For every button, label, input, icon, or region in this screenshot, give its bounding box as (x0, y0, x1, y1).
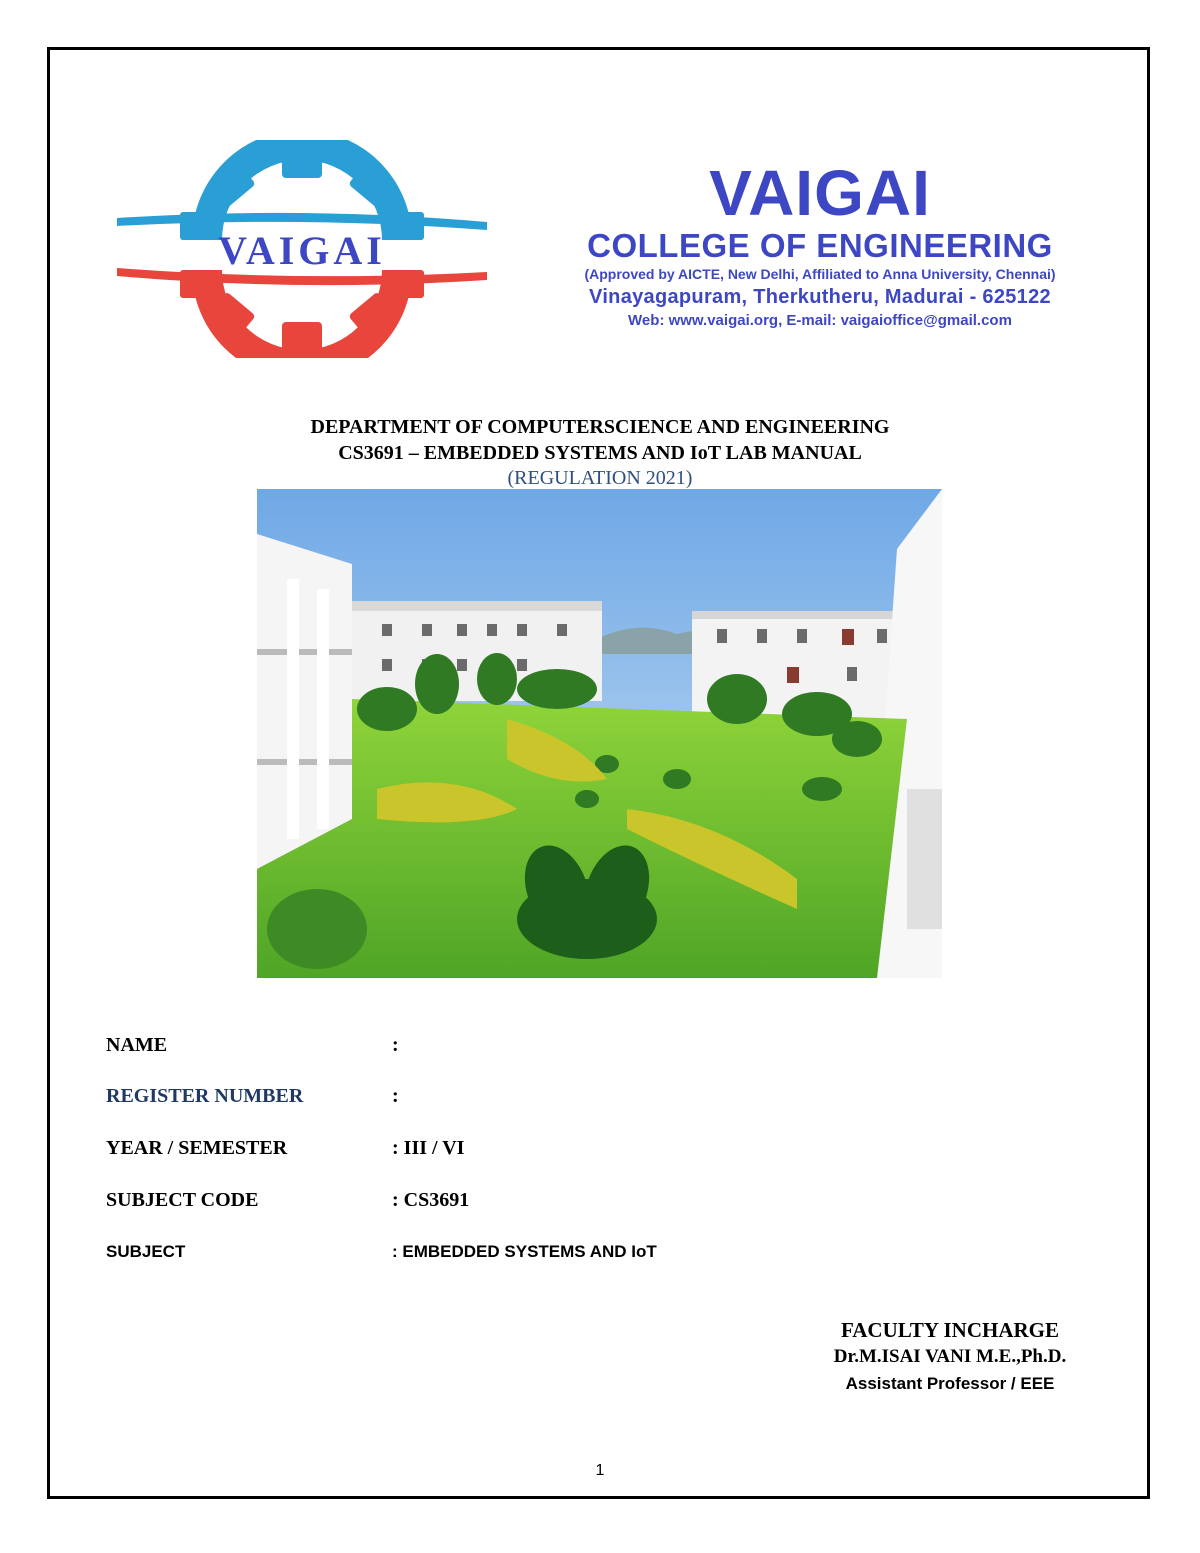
college-approval: (Approved by AICTE, New Delhi, Affiliated to Anna University, Chennai) (584, 266, 1056, 282)
field-value-subject-code: : CS3691 (392, 1189, 470, 1211)
college-web: Web: www.vaigai.org, E-mail: vaigaioffice@gmail.com (628, 312, 1012, 329)
department-heading: DEPARTMENT OF COMPUTERSCIENCE AND ENGINEERING (310, 416, 890, 438)
field-label-subject-code: SUBJECT CODE (106, 1189, 259, 1211)
faculty-title: FACULTY INCHARGE (841, 1318, 1059, 1342)
field-value-register-number: : (392, 1085, 399, 1107)
campus-photo (257, 489, 942, 978)
field-label-year-semester: YEAR / SEMESTER (106, 1137, 288, 1159)
logo-text: VAIGAI (218, 228, 386, 273)
college-subtitle: COLLEGE OF ENGINEERING (587, 227, 1053, 264)
field-value-name: : (392, 1034, 399, 1056)
manual-title: CS3691 – EMBEDDED SYSTEMS AND IoT LAB MANUAL (338, 442, 862, 464)
college-header (530, 158, 1110, 332)
page-number: 1 (595, 1462, 605, 1479)
regulation-label: (REGULATION 2021) (507, 467, 693, 489)
field-value-year-semester: : III / VI (392, 1137, 465, 1159)
college-name: VAIGAI (709, 157, 931, 229)
field-label-name: NAME (106, 1034, 168, 1056)
field-value-subject: : EMBEDDED SYSTEMS AND IoT (392, 1242, 657, 1261)
field-label-subject: SUBJECT (106, 1242, 186, 1261)
field-label-register-number: REGISTER NUMBER (106, 1085, 304, 1107)
college-logo (112, 140, 492, 358)
faculty-designation: Assistant Professor / EEE (845, 1374, 1055, 1393)
faculty-name: Dr.M.ISAI VANI M.E.,Ph.D. (833, 1346, 1067, 1367)
college-address: Vinayagapuram, Therkutheru, Madurai - 625122 (589, 286, 1051, 308)
